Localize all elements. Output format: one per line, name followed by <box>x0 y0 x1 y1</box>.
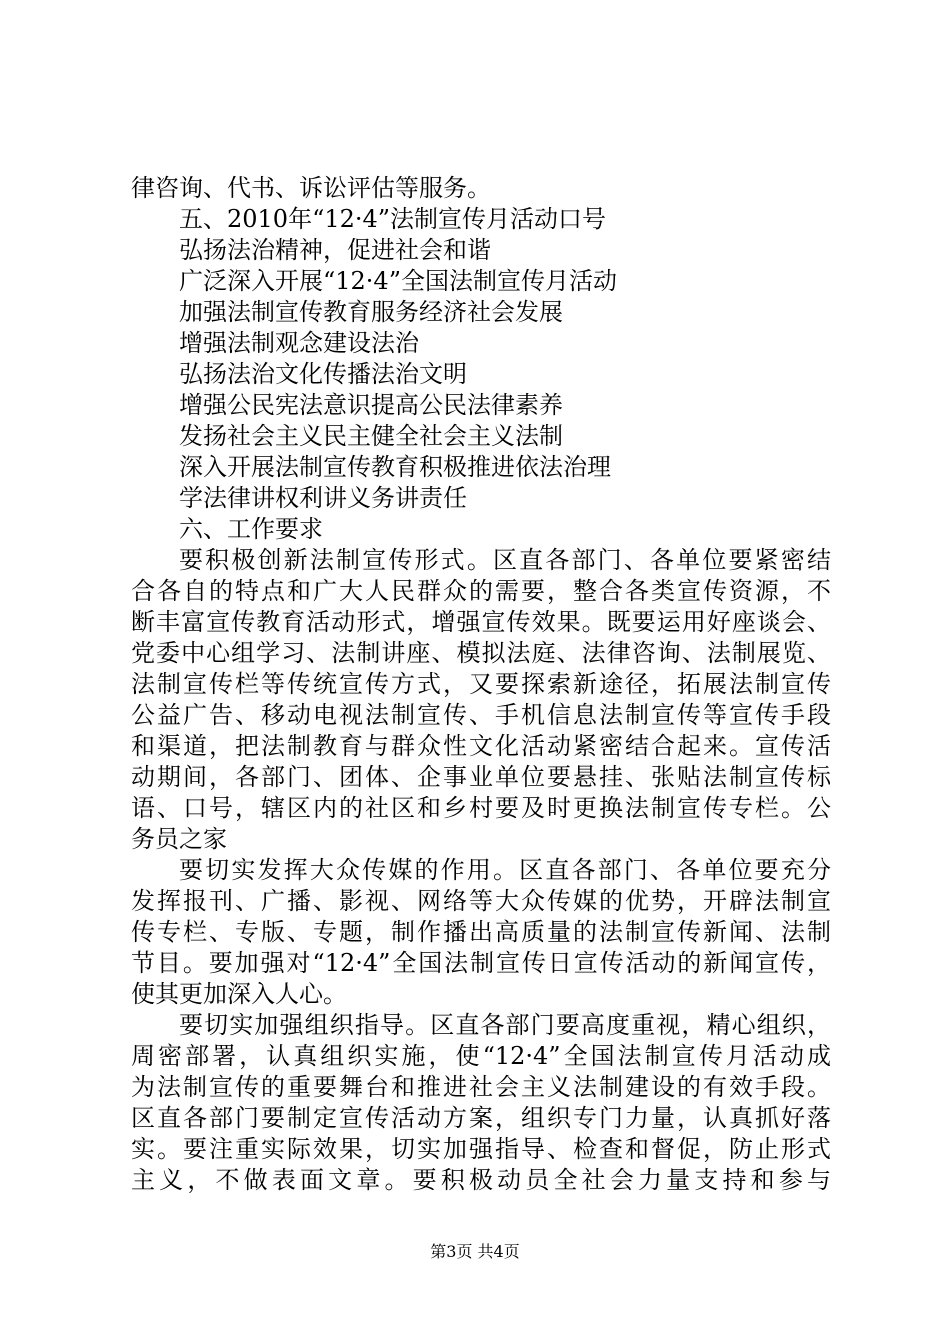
text-line: 增强公民宪法意识提高公民法律素养 <box>179 391 563 419</box>
text-line: 务员之家 <box>131 825 227 853</box>
text-line: 传专栏、专版、专题，制作播出高质量的法制宣传新闻、法制 <box>131 918 831 946</box>
text-line: 弘扬法治文化传播法治文明 <box>179 360 467 388</box>
text-line: 五、2010年“12·4”法制宣传月活动口号 <box>179 205 607 233</box>
text-line: 要切实发挥大众传媒的作用。区直各部门、各单位要充分 <box>179 856 831 884</box>
text-line: 要切实加强组织指导。区直各部门要高度重视，精心组织， <box>179 1011 831 1039</box>
text-line: 律咨询、代书、诉讼评估等服务。 <box>131 174 491 202</box>
text-line: 语、口号，辖区内的社区和乡村要及时更换法制宣传专栏。公 <box>131 794 831 822</box>
text-line: 广泛深入开展“12·4”全国法制宣传月活动 <box>179 267 617 295</box>
text-line: 节目。要加强对“12·4”全国法制宣传日宣传活动的新闻宣传， <box>131 949 831 977</box>
text-line: 断丰富宣传教育活动形式，增强宣传效果。既要运用好座谈会、 <box>131 608 831 636</box>
text-line: 要积极创新法制宣传形式。区直各部门、各单位要紧密结 <box>179 546 831 574</box>
text-line: 弘扬法治精神，促进社会和谐 <box>179 236 491 264</box>
text-line: 公益广告、移动电视法制宣传、手机信息法制宣传等宣传手段 <box>131 701 831 729</box>
text-line: 发扬社会主义民主健全社会主义法制 <box>179 422 563 450</box>
text-line: 增强法制观念建设法治 <box>179 329 419 357</box>
text-line: 学法律讲权利讲义务讲责任 <box>179 484 467 512</box>
text-line: 六、工作要求 <box>179 515 323 543</box>
text-line: 为法制宣传的重要舞台和推进社会主义法制建设的有效手段。 <box>131 1073 831 1101</box>
text-line: 党委中心组学习、法制讲座、模拟法庭、法律咨询、法制展览、 <box>131 639 831 667</box>
document-body <box>131 173 831 1196</box>
text-line: 发挥报刊、广播、影视、网络等大众传媒的优势，开辟法制宣 <box>131 887 831 915</box>
text-line: 法制宣传栏等传统宣传方式，又要探索新途径，拓展法制宣传 <box>131 670 831 698</box>
text-line: 合各自的特点和广大人民群众的需要，整合各类宣传资源，不 <box>131 577 831 605</box>
text-line: 使其更加深入人心。 <box>131 980 347 1008</box>
text-line: 动期间，各部门、团体、企事业单位要悬挂、张贴法制宣传标 <box>131 763 831 791</box>
text-line: 深入开展法制宣传教育积极推进依法治理 <box>179 453 611 481</box>
text-line: 实。要注重实际效果，切实加强指导、检查和督促，防止形式 <box>131 1135 831 1163</box>
text-line: 和渠道，把法制教育与群众性文化活动紧密结合起来。宣传活 <box>131 732 831 760</box>
page-footer: 第3页 共4页 <box>430 1242 520 1261</box>
text-line: 加强法制宣传教育服务经济社会发展 <box>179 298 563 326</box>
text-line: 区直各部门要制定宣传活动方案，组织专门力量，认真抓好落 <box>131 1104 831 1132</box>
text-line: 主义，不做表面文章。要积极动员全社会力量支持和参与 <box>131 1166 831 1194</box>
text-line: 周密部署，认真组织实施，使“12·4”全国法制宣传月活动成 <box>131 1042 831 1070</box>
